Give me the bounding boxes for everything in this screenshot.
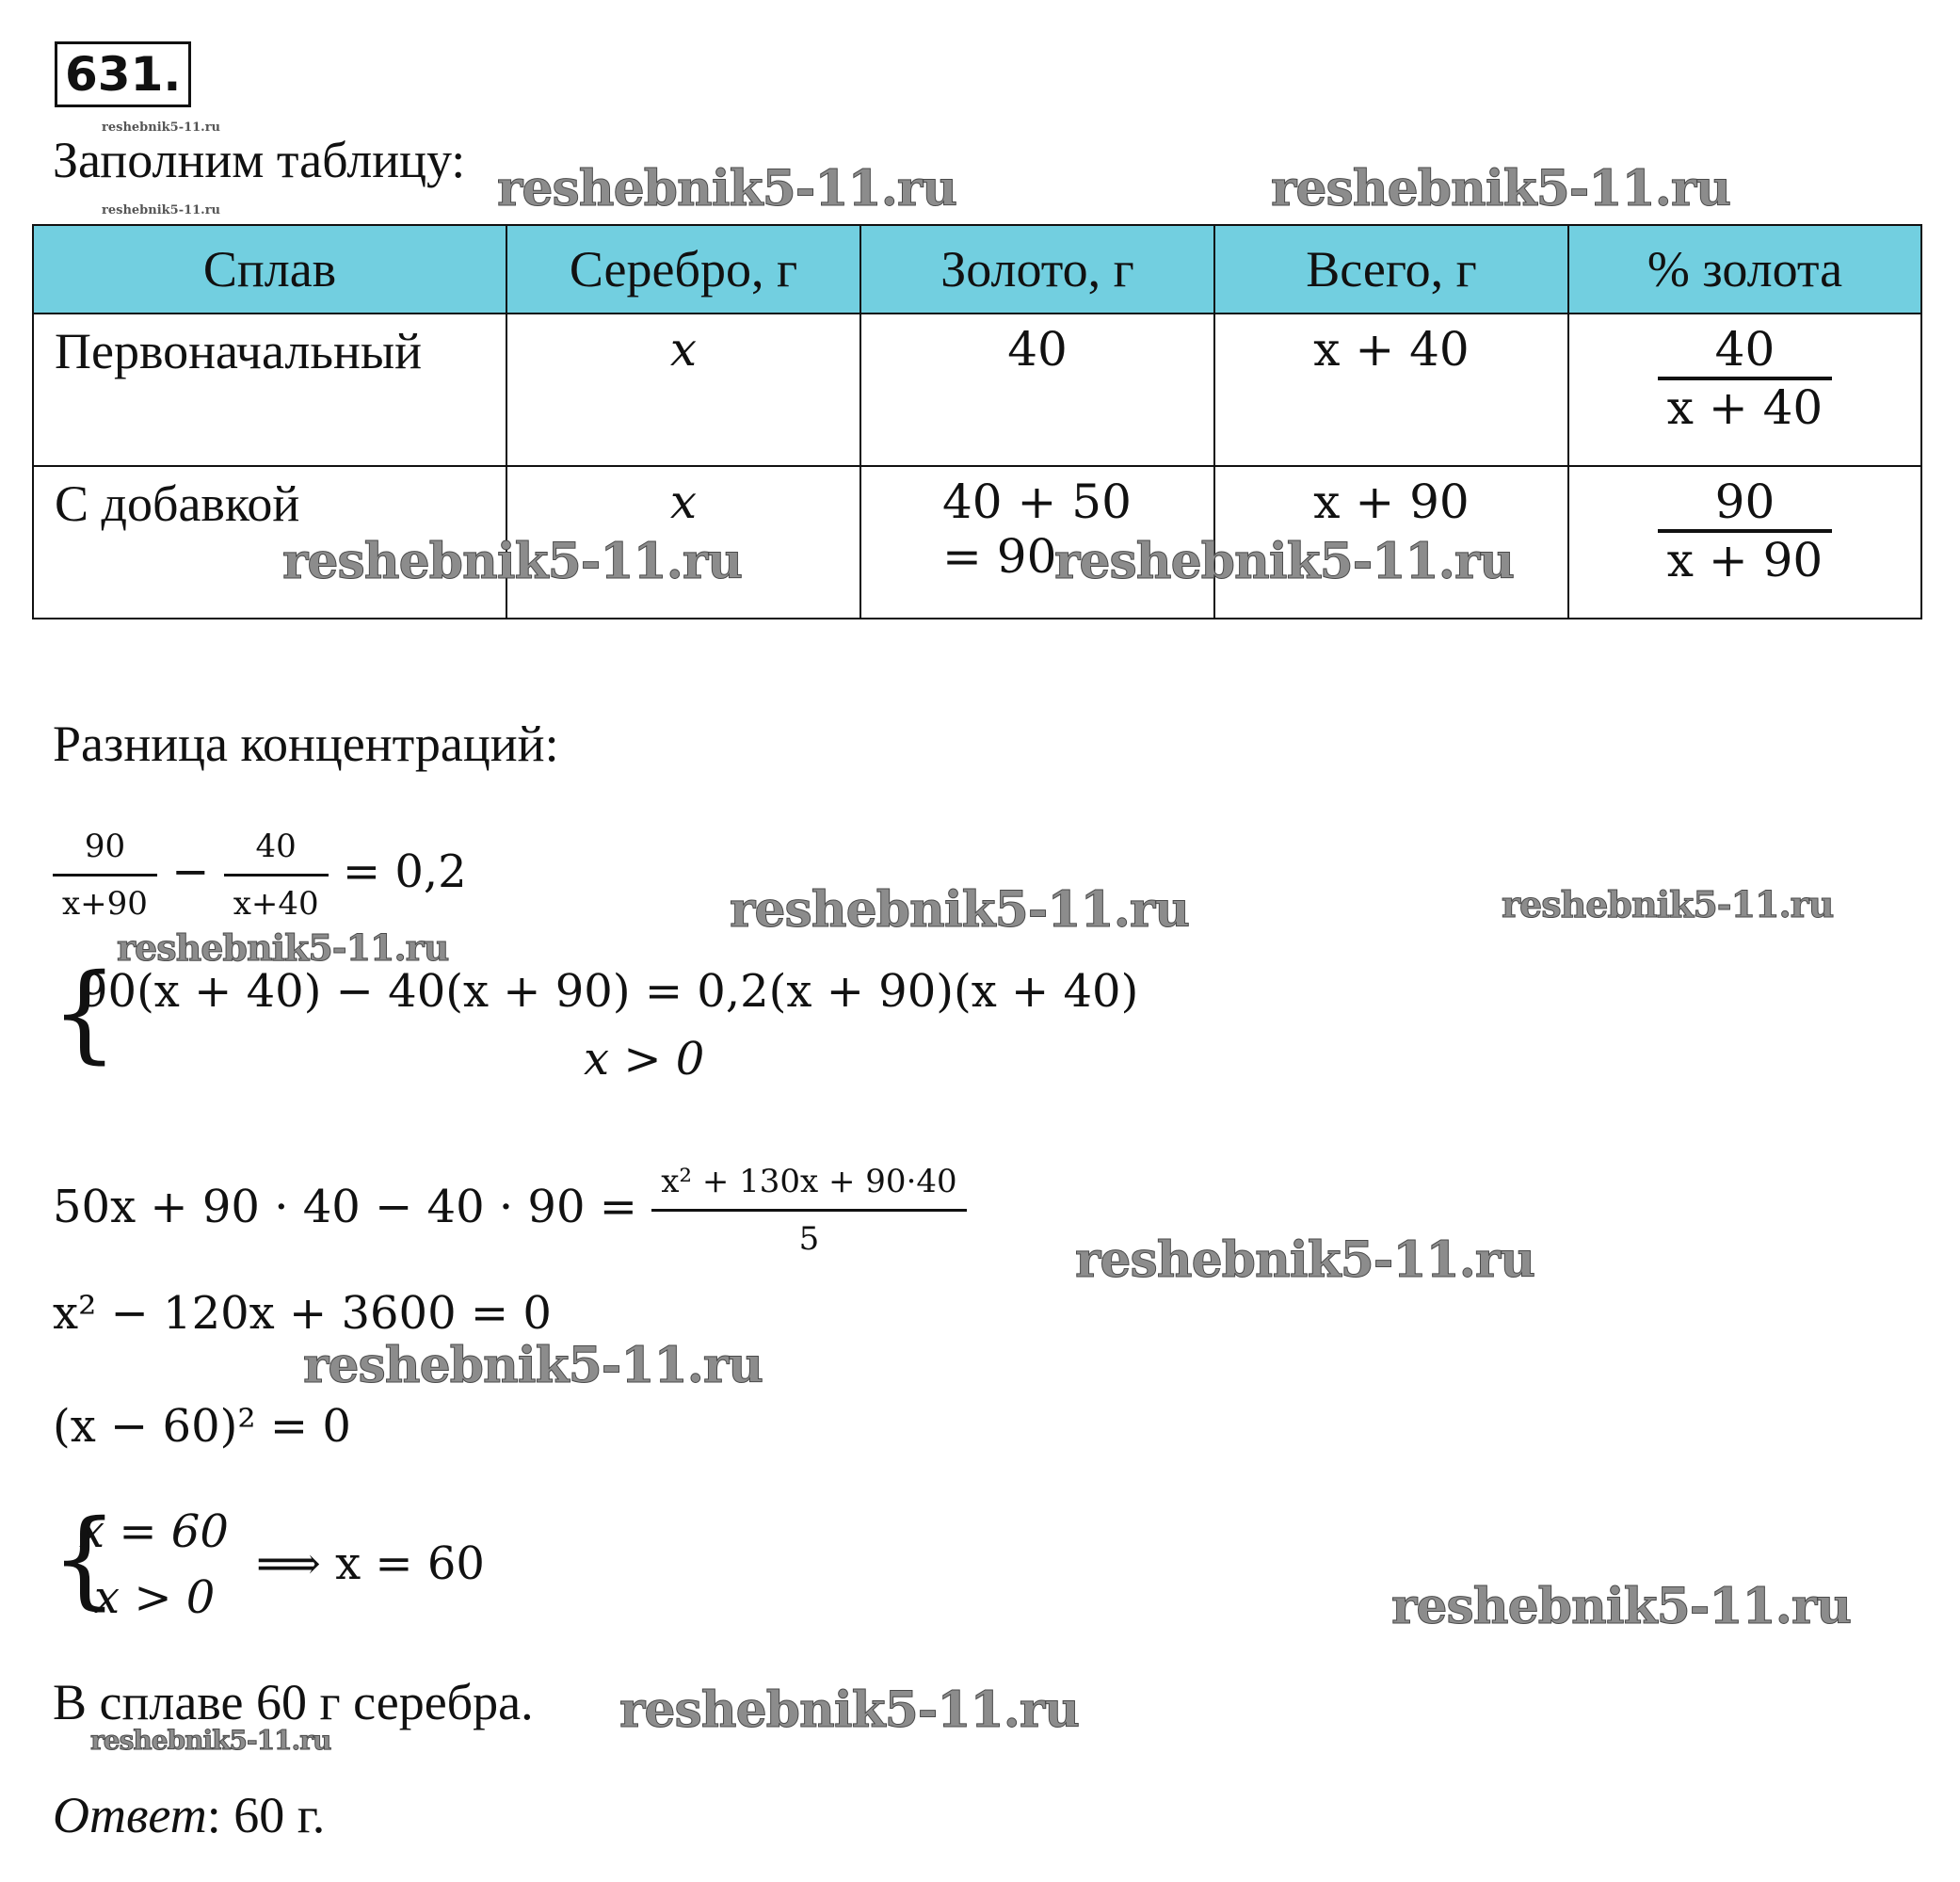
numerator: 40 bbox=[255, 828, 297, 865]
watermark: reshebnik5-11.ru bbox=[497, 160, 957, 217]
denominator: 5 bbox=[651, 1209, 966, 1266]
equation-2 bbox=[53, 1154, 967, 1266]
watermark: reshebnik5-11.ru bbox=[117, 926, 449, 969]
table-header: Золото, г bbox=[860, 225, 1214, 314]
equation-4: (x − 60)² = 0 bbox=[53, 1400, 351, 1453]
system2-result: ⟹ x = 60 bbox=[256, 1537, 485, 1590]
gold-cell bbox=[860, 314, 1214, 466]
equation-rhs: = 0,2 bbox=[342, 845, 467, 898]
gold-value: 40 bbox=[1007, 322, 1068, 377]
total-cell bbox=[1214, 314, 1568, 466]
system-brace: { bbox=[51, 952, 119, 1074]
numerator: x² + 130x + 90·40 bbox=[661, 1163, 957, 1200]
table-header: Всего, г bbox=[1214, 225, 1568, 314]
total-value: x + 40 bbox=[1313, 322, 1470, 377]
denominator: x+90 bbox=[53, 874, 157, 931]
watermark: reshebnik5-11.ru bbox=[1502, 883, 1834, 925]
watermark: reshebnik5-11.ru bbox=[303, 1337, 763, 1394]
watermark: reshebnik5-11.ru bbox=[90, 1725, 331, 1756]
system2-line1: x = 60 bbox=[79, 1505, 229, 1558]
numerator: 90 bbox=[84, 828, 126, 865]
pct-numerator: 40 bbox=[1714, 322, 1775, 377]
answer-value: : 60 г. bbox=[206, 1787, 326, 1843]
watermark-tiny: reshebnik5-11.ru bbox=[102, 203, 221, 217]
fraction bbox=[53, 819, 157, 931]
gold-value-line2: = 90 bbox=[942, 529, 1057, 584]
table-header: Серебро, г bbox=[506, 225, 860, 314]
watermark: reshebnik5-11.ru bbox=[1271, 160, 1731, 217]
pct-numerator: 90 bbox=[1714, 475, 1775, 529]
minus-sign: − bbox=[171, 845, 210, 898]
watermark: reshebnik5-11.ru bbox=[1054, 533, 1515, 590]
watermark: reshebnik5-11.ru bbox=[1075, 1231, 1535, 1289]
pct-fraction bbox=[1658, 475, 1833, 587]
system-line2: x > 0 bbox=[584, 1033, 705, 1086]
equation-2-lhs: 50x + 90 · 40 − 40 · 90 = bbox=[53, 1181, 637, 1233]
watermark-tiny: reshebnik5-11.ru bbox=[102, 121, 221, 135]
table-row bbox=[33, 314, 1921, 466]
pct-cell bbox=[1568, 314, 1921, 466]
total-value: x + 90 bbox=[1313, 475, 1470, 529]
intro-text: Заполним таблицу: bbox=[53, 132, 466, 188]
gold-value-line1: 40 + 50 bbox=[942, 475, 1132, 529]
problem-number: 631. bbox=[55, 41, 191, 107]
table-header: Сплав bbox=[33, 225, 506, 314]
answer-label: Ответ bbox=[53, 1787, 207, 1843]
watermark: reshebnik5-11.ru bbox=[282, 533, 743, 590]
denominator: x+40 bbox=[224, 874, 329, 931]
pct-fraction bbox=[1658, 322, 1833, 435]
row-name: Первоначальный bbox=[33, 314, 506, 466]
system-line1: 90(x + 40) − 40(x + 90) = 0,2(x + 90)(x + 40) bbox=[79, 965, 1139, 1018]
fraction bbox=[651, 1154, 966, 1266]
fraction bbox=[224, 819, 329, 931]
system2-line2: x > 0 bbox=[94, 1571, 216, 1624]
row-name: С добавкой bbox=[33, 466, 506, 619]
system-brace: { bbox=[51, 1498, 119, 1620]
conclusion-text: В сплаве 60 г серебра. bbox=[53, 1674, 534, 1730]
pct-cell bbox=[1568, 466, 1921, 619]
watermark: reshebnik5-11.ru bbox=[1391, 1578, 1852, 1635]
equation-3: x² − 120x + 3600 = 0 bbox=[53, 1287, 552, 1340]
silver-cell bbox=[506, 314, 860, 466]
table-header: % золота bbox=[1568, 225, 1921, 314]
silver-value: x bbox=[669, 475, 698, 529]
equation-fractions bbox=[53, 819, 467, 931]
pct-denominator: x + 90 bbox=[1658, 529, 1833, 587]
section-label: Разница концентраций: bbox=[53, 716, 559, 772]
silver-value: x bbox=[669, 322, 698, 377]
answer bbox=[53, 1787, 325, 1843]
table-header-row bbox=[33, 225, 1921, 314]
watermark: reshebnik5-11.ru bbox=[619, 1681, 1080, 1739]
watermark: reshebnik5-11.ru bbox=[730, 881, 1190, 939]
pct-denominator: x + 40 bbox=[1658, 377, 1833, 435]
